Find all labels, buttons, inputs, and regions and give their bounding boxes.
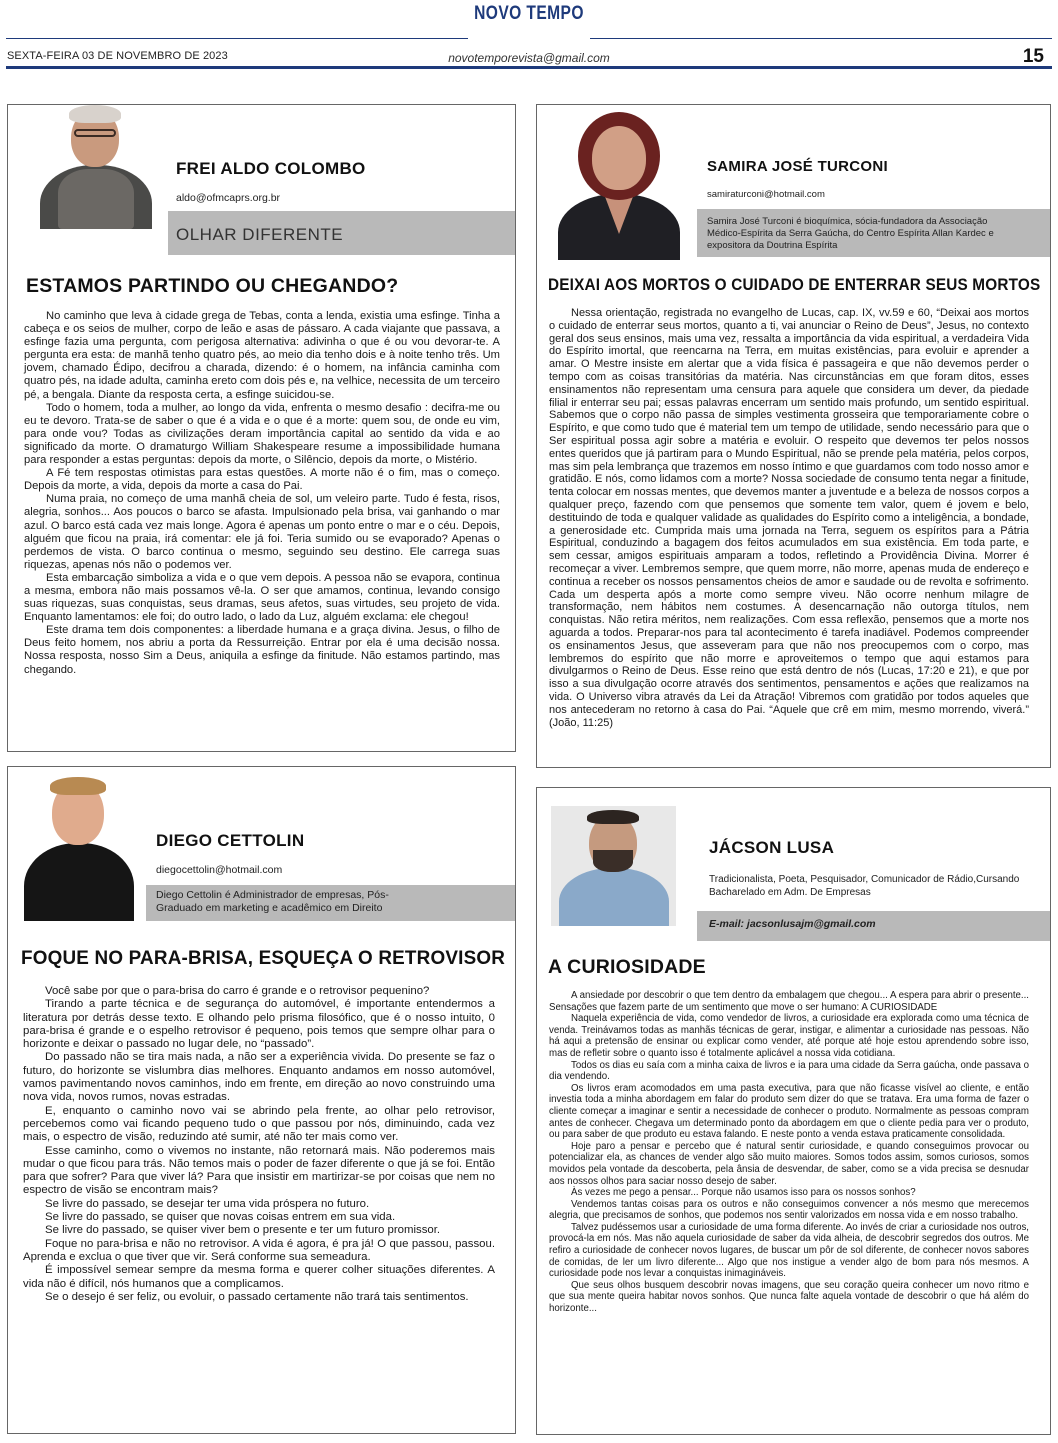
author-photo — [36, 105, 156, 229]
author-email[interactable]: diegocettolin@hotmail.com — [156, 864, 283, 876]
article-body — [24, 310, 500, 677]
paragraph: Que seus olhos busquem descobrir novas imagens, que seu coração queira conhecer um novo ritmo e que sua mente queira habitar novos sonhos. Que nunca falte aquela vontade de descobrir o que há além do horizonte... — [549, 1279, 1029, 1315]
paragraph: Os livros eram acomodados em uma pasta executiva, para que não ficasse visível ao cliente, e então investia toda a minha abordagem em falar do produto sem dizer do que se tratava. Era uma forma de fazer o cliente começar a imaginar e sentir a necessidade de conhecer o produto. Normalmente as pessoas compram antes de conhecer. Chegava um determinado ponto da abordagem em que o cliente pedia para ver o produto, ou para saber de que produto eu estava falando. E neste ponto a venda estava praticamente consolidada. — [549, 1082, 1029, 1141]
paragraph: Esta embarcação simboliza a vida e o que vem depois. A pessoa não se evapora, continua a mesma, embora não mais possamos vê-la. O ser que amamos, continua, levando consigo suas riquezas, suas conquistas, seus dramas, seus afetos, suas virtudes, seu projeto de vida. Enquanto lamentamos: ele foi; do outro lado, o lado da Luz, alguém exclama: ele chegou! — [24, 571, 500, 624]
paragraph: Se livre do passado, se quiser que novas coisas entrem em sua vida. — [45, 1211, 396, 1224]
paragraph: Hoje paro a pensar e percebo que é natural sentir curiosidade, e quando conseguimos provocar ou potencializar ela, as chances de vender algo são muito maiores. Somos todos assim, somos curiosos, somos movidos pela vontade da descoberta, pela ânsia de desvendar, de saber, como se a vida precisa se desnudar aos nossos olhos para saciar nosso desejo de saber. — [549, 1140, 1029, 1187]
author-bio: Tradicionalista, Poeta, Pesquisador, Comunicador de Rádio,Cursando Bacharelado em Adm. De Empresas — [709, 874, 1020, 898]
paragraph: Foque no para-brisa e não no retrovisor. A vida é agora, é pra já! O que passou, passou. Aprenda e exclua o que tiver que vir. Será conforme sua semeadura. — [23, 1237, 495, 1263]
article-body — [23, 985, 495, 1304]
paragraph: Vendemos tantas coisas para os outros e não conseguimos convencer a nós mesmo que merecemos alegria, que precisamos de sonhos, que podemos nos sentir valorizados em nossa vida e em nosso trabalho. — [549, 1198, 1029, 1222]
paragraph: Numa praia, no começo de uma manhã cheia de sol, um veleiro parte. Tudo é festa, risos, alegria, sonhos... Aos poucos o barco se afasta. Impulsionado pela brisa, vai ganhando o mar azul. O barco está cada vez mais longe. Agora é apenas um ponto entre o mar e o céu. Depois, alguém que ficou na praia, irá comentar: ele já foi. Teria sumido ou se evaporado? Apenas o perdemos de vista. O barco continua o mesmo, seguindo seu destino. Ele carrega suas riquezas, apenas nós não o podemos ver. — [24, 493, 500, 571]
author-bio: Diego Cettolin é Administrador de empresas, Pós-Graduado em marketing e acadêmico em Direito — [156, 889, 389, 914]
masthead-email[interactable]: novotemporevista@gmail.com — [448, 51, 610, 65]
paragraph: A ansiedade por descobrir o que tem dentro da embalagem que chegou... A espera para abrir o presente... Sensações que fazem parte de um sentimento que move o ser humano: A CURIOSIDADE — [549, 990, 1029, 1013]
author-photo — [20, 771, 138, 921]
paragraph: Se livre do passado, se desejar ter uma vida próspera no futuro. — [45, 1197, 370, 1210]
paragraph: A Fé tem respostas otimistas para estas questões. A morte não é o fim, mas o começo. Depois da morte, a vida, depois da morte a casa do Pai. — [24, 467, 500, 493]
author-name: SAMIRA JOSÉ TURCONI — [707, 158, 888, 175]
author-name: FREI ALDO COLOMBO — [176, 159, 366, 178]
article-headline: DEIXAI AOS MORTOS O CUIDADO DE ENTERRAR SEUS MORTOS — [548, 275, 1041, 294]
paragraph: E, enquanto o caminho novo vai se abrindo pela frente, ao olhar pelo retrovisor, percebemos como vai ficando pequeno tudo o que passou por nós, diminuindo, cada vez mais, o espectro de visão, reduzindo até sumir, até não ter mais como ver. — [23, 1104, 495, 1144]
issue-date: SEXTA-FEIRA 03 DE NOVEMBRO DE 2023 — [7, 50, 228, 62]
paragraph: No caminho que leva à cidade grega de Tebas, conta a lenda, existia uma esfinge. Tinha a cabeça e os seios de mulher, corpo de leão e asas de pássaro. A cada viajante que passava, a esfinge fazia uma pergunta, com perigosa alternativa: adivinha o que é ou vou devorar-te. A pergunta era esta: de manhã tenho quatro pés, ao meio dia tenho dois e à noite tenho três. Um jovem, chamado Édipo, decifrou a charada, dizendo: é o homem, na infância caminha com quatro pés, na idade adulta, caminha ereto com dois pés e, na velhice, necessita de um terceiro pé, a bengala. Diante da resposta certa, a esfinge suicidou-se. — [24, 310, 500, 401]
author-photo — [554, 110, 684, 260]
author-name: DIEGO CETTOLIN — [156, 831, 305, 850]
paragraph: Naquela experiência de vida, como vendedor de livros, a curiosidade era explorada como uma técnica de venda. Treinávamos todas as manhãs técnicas de gerar, instigar, e alimentar a curiosidade nas pessoas. Não há aqui a pretensão de ensinar ou explicar como vender, até porque até hoje estou aprendendo sobre isso, mas de refletir sobre o quanto isso é totalmente aplicável a nossa vida cotidiana. — [549, 1013, 1029, 1059]
article-headline: A CURIOSIDADE — [548, 956, 706, 978]
author-bio: Samira José Turconi é bioquímica, sócia-fundadora da Associação Médico-Espírita da Serra Gaúcha, do Centro Espírita Allan Kardec e expositora da Doutrina Espírita — [707, 216, 994, 251]
article-headline: FOQUE NO PARA-BRISA, ESQUEÇA O RETROVISOR — [21, 947, 506, 969]
paragraph: Se livre do passado, se quiser viver bem o presente e ter um futuro promissor. — [45, 1224, 441, 1237]
paragraph: Você sabe por que o para-brisa do carro é grande e o retrovisor pequenino? — [45, 985, 430, 997]
article-headline: ESTAMOS PARTINDO OU CHEGANDO? — [26, 275, 399, 297]
article-body — [549, 307, 1029, 729]
paragraph: Tirando a parte técnica e de segurança do automóvel, é importante entendermos a literatura por detrás desse texto. E olhando pelo prisma filosófico, que é o nosso intuito, 0 para-brisa é grande e o espelho retrovisor é pequeno, pois temos que sempre olhar para o horizonte e deixar o passado no lugar dele, no “passado”. — [23, 998, 495, 1051]
column-frei-aldo — [7, 104, 516, 752]
paragraph: Talvez pudéssemos usar a curiosidade de uma forma diferente. Ao invés de criar a curiosidade nos outros, provocá-la em nós. Mas não aquela curiosidade de saber da vida alheia, de descobrir segredos dos outros. Me refiro a curiosidade de conhecer novos lugares, de buscar um pôr de sol diferente, de conhecer novos sabores de comidas, de ler um livro diferente... Algo que nos instigue a vender algo de bom para nós mesmos. A curiosidade pode nos levar a conquistas inimagináveis. — [549, 1221, 1029, 1280]
paragraph: Se o desejo é ser feliz, ou evoluir, o passado certamente não trará tais sentimentos. — [45, 1290, 469, 1303]
masthead-title: NOVO TEMPO — [474, 3, 584, 24]
author-email[interactable]: E-mail: jacsonlusajm@gmail.com — [709, 918, 876, 930]
page-number: 15 — [1022, 46, 1044, 67]
author-name: JÁCSON LUSA — [709, 838, 835, 857]
masthead-rule — [6, 66, 1052, 69]
section-title: OLHAR DIFERENTE — [176, 225, 344, 244]
paragraph: Às vezes me pego a pensar... Porque não usamos isso para os nossos sonhos? — [571, 1187, 916, 1199]
article-body — [549, 990, 1029, 1315]
paragraph: Este drama tem dois componentes: a liberdade humana e a graça divina. Jesus, o filho de Deus feito homem, nos abriu a porta da Ressurreição. Entrar por ela é uma decisão nossa. Nossa resposta, nosso Sim a Deus, aniquila a esfinge da finitude. Não estamos partindo, mas chegando. — [24, 624, 500, 676]
author-email[interactable]: aldo@ofmcaprs.org.br — [176, 192, 281, 204]
paragraph: Nessa orientação, registrada no evangelho de Lucas, cap. IX, vv.59 e 60, “Deixai aos mortos o cuidado de enterrar seus mortos, quanto a ti, vai anunciar o Reino de Deus”, Jesus, no contexto geral dos seus ensinos, mais uma vez, ressalta a importância da vida espiritual, a verdadeira Vida do Espírito imortal, que reencarna na Terra, em muitas existências, para evoluir e aprender a amar. O Mestre insiste em alertar que a vida física é passageira e que não devemos perder o tempo com as coisas transitórias da matéria. Nas circunstâncias em que foram ditos, esses ensinamentos não representam uma censura para aquele que considera um dever, da piedade filial ir enterrar seu pai; essas palavras encerram um sentido mais profundo, um sentido espiritual. Sabemos que o corpo não passa de simples vestimenta grosseira que temporariamente cobre o Espírito, e que como tudo que é material tem um tempo de utilidade, sendo necessário para que o Ser espiritual possa agir sobre a matéria e evoluir. O respeito que devemos ter pelos nossos entes queridos que já partiram para o Mundo Espiritual, não se prende pela matéria, pelos corpos, mas sim pela lembrança que trazemos em nosso íntimo e que guardamos com todo nosso amor e gratidão. E nós, como lidamos com a morte? Nossa sociedade de consumo tenta negar a finitude, tenta colocar em nossas mentes, que devemos manter a juventude e a beleza de nossos corpos a qualquer preço, fazendo com que pensemos que somente tem valor, quem é jovem e belo, destituindo de toda e qualquer validade as qualidades do Espírito como a inteligência, a bondade, a generosidade etc. Cumprida mais uma jornada na Terra, seguem os espíritos para a Pátria Espiritual, conduzindo a bagagem dos feitos acumulados em sua existência. Em toda parte, e sem cessar, amigos espirituais amparam a todos, refletindo a Providência Divina. Morrer é recomeçar a viver. Lembremos sempre, que quem morre, não morre, apenas muda de endereço e continua a receber os nossos pensamentos cheios de amor e saudade ou de revolta e sofrimento. Cada um desperta após a morte como sempre viveu. Não ocorre nenhum milagre de transformação, nem hábitos nem costumes. A desencarnação não outorga títulos, nem conquistas. Não retira méritos, nem realizações. Com essa reflexão, pensemos que a morte nos aguarda a todos. Preparar-nos para tal acontecimento é tarefa inadiável. Podemos compreender os ensinamentos Jesus, que asseveram para que não nos preocupemos com o corpo, mas lembremos do espírito que não morre e aproveitemos o tempo que aqui estamos para divulgarmos o Reino de Deus. Esse reino que está dentro de nós (Lucas, 17:20 e 21), e que por isso a sua divulgação ocorre através dos sentimentos, pensamentos e ações que realizamos na vida. O Universo vibra através da Lei da Atração! Vibremos com gratidão por todos aqueles que nos antecederam no retorno à casa do Pai. “Aquele que crê em mim, mesmo morrendo, viverá.” (João, 11:25) — [549, 307, 1030, 729]
column-jacson — [536, 787, 1051, 1435]
paragraph: Todos os dias eu saía com a minha caixa de livros e ia para uma cidade da Serra gaúcha, onde passava o dia vendendo. — [549, 1059, 1029, 1083]
author-photo — [551, 806, 676, 926]
author-email[interactable]: samiraturconi@hotmail.com — [707, 189, 825, 200]
paragraph: Todo o homem, toda a mulher, ao longo da vida, enfrenta o mesmo desafio : decifra-me ou eu te devoro. Trata-se de saber o que é a vida e o que é a morte: quem sou, de onde eu vim, para onde vou? Todas as civilizações deram importância capital ao sentido da vida e ao significado da morte. O dramaturgo William Shakespeare resume a impossibilidade humana para responder a estas perguntas: depois da morte, o Silêncio, depois da morte, o Mistério. — [24, 401, 500, 467]
column-samira — [536, 104, 1051, 768]
masthead-title-bg — [468, 26, 590, 50]
paragraph: Esse caminho, como o vivemos no instante, não retornará mais. Não poderemos mais mudar o que ficou para trás. Não temos mais o poder de fazer diferente o que já se foi. Então para que sofrer? Para que viver lá? Para que insistir em martirizar-se por coisas que nem no espectro de visão se encontram mais? — [23, 1144, 495, 1197]
column-diego — [7, 766, 516, 1434]
paragraph: É impossível semear sempre da mesma forma e querer colher situações diferentes. A vida não é difícil, nós humanos que a complicamos. — [23, 1264, 495, 1290]
paragraph: Do passado não se tira mais nada, a não ser a experiência vivida. Do presente se faz o futuro, do horizonte se vislumbra dias melhores. Enquanto andamos em nosso automóvel, vamos pavimentando novos caminhos, indo em frente, em direção ao novo construindo uma nova vida, novos rumos, novas estradas. — [23, 1051, 495, 1104]
